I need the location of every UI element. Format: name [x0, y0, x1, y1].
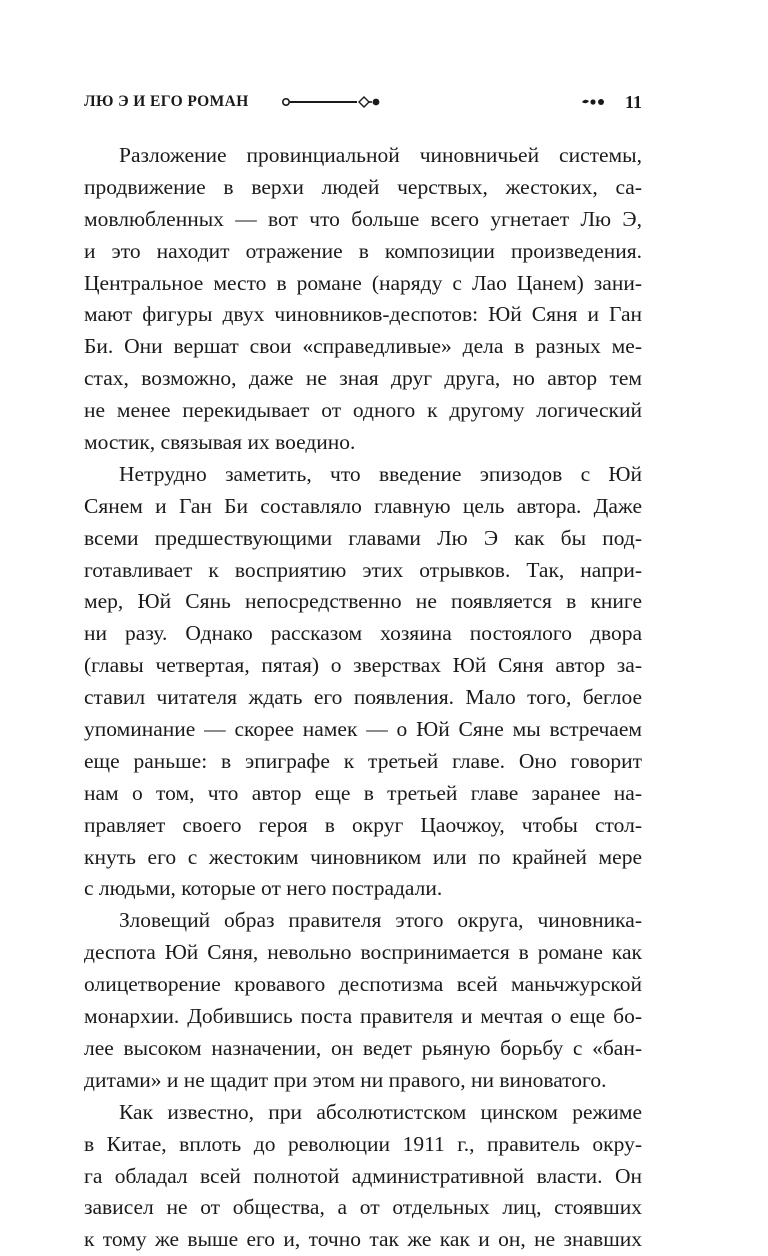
- text-line: зависел не от общества, а от отдельных лиц, стоявших: [84, 1195, 642, 1220]
- text-line: и это находит отражение в композиции произведения.: [84, 238, 642, 263]
- text-line: Разложение провинциальной чиновничьей системы,: [119, 143, 642, 167]
- text-line: не менее перекидывает от одного к другому логический: [84, 398, 642, 423]
- page-number: 11: [624, 92, 642, 112]
- text-line: Нетрудно заметить, что введение эпизодов с Юй: [119, 461, 642, 486]
- ornament-left-icon: [281, 95, 381, 109]
- text-line: еще раньше: в эпиграфе к третьей главе. Оно говорит: [84, 748, 642, 773]
- text-line: правляет своего героя в округ Цаочжоу, чтобы стол-: [84, 812, 642, 837]
- text-line: мостик, связывая их воедино.: [84, 430, 356, 455]
- text-line: Сянем и Ган Би составляло главную цель автора. Даже: [84, 493, 642, 518]
- ornament-right-icon: [580, 96, 606, 108]
- body-text: [84, 140, 642, 1256]
- text-line: кнуть его с жестоким чиновником или по крайней мере: [84, 844, 642, 869]
- text-line: стах, возможно, даже не зная друг друга, но автор тем: [84, 366, 642, 391]
- paragraph-1: [84, 140, 642, 459]
- text-line: Би. Они вершат свои «справедливые» дела в разных ме-: [84, 334, 642, 359]
- text-line: нам о том, что автор еще в третьей главе заранее на-: [84, 780, 642, 805]
- text-line: мер, Юй Сянь непосредственно не появляется в книге: [84, 589, 642, 614]
- text-line: Зловещий образ правителя этого округа, чиновника-: [119, 908, 642, 933]
- text-line: упоминание — скорее намек — о Юй Сяне мы встречаем: [84, 717, 642, 742]
- text-line: Центральное место в романе (наряду с Лао Цанем) зани-: [84, 270, 642, 295]
- text-line: в Китае, вплоть до революции 1911 г., правитель окру-: [84, 1131, 642, 1156]
- text-line: мают фигуры двух чиновников-деспотов: Юй Сяня и Ган: [84, 302, 642, 327]
- text-line: лее высоком назначении, он ведет рьяную борьбу с «бан-: [84, 1035, 642, 1060]
- text-line: Как известно, при абсолютистском цинском режиме: [119, 1099, 642, 1124]
- paragraph-2: [84, 459, 642, 905]
- text-line: деспота Юй Сяня, невольно воспринимается в романе как: [84, 940, 642, 965]
- text-line: продвижение в верхи людей черствых, жестоких, са-: [84, 174, 642, 199]
- running-title: ЛЮ Э И ЕГО РОМАН: [84, 93, 249, 110]
- text-line: ни разу. Однако рассказом хозяина постоялого двора: [84, 621, 642, 646]
- text-line: ставил читателя ждать его появления. Мало того, беглое: [84, 685, 642, 710]
- running-header: [84, 91, 642, 115]
- text-line: дитами» и не щадит при этом ни правого, ни виноватого.: [84, 1067, 607, 1092]
- text-line: к тому же выше его и, точно так же как и он, не знавших: [84, 1227, 642, 1252]
- text-line: мовлюбленных — вот что больше всего угнетает Лю Э,: [84, 206, 642, 231]
- text-line: всеми предшествующими главами Лю Э как бы под-: [84, 525, 642, 550]
- text-line: га обладал всей полнотой административной власти. Он: [84, 1163, 642, 1188]
- text-line: монархии. Добившись поста правителя и мечтая о еще бо-: [84, 1004, 642, 1029]
- text-line: (главы четвертая, пятая) о зверствах Юй Сяня автор за-: [84, 653, 642, 678]
- text-line: готавливает к восприятию этих отрывков. Так, напри-: [84, 557, 642, 582]
- text-line: с людьми, которые от него пострадали.: [84, 876, 443, 901]
- text-line: олицетворение кровавого деспотизма всей маньчжурской: [84, 972, 642, 997]
- paragraph-4: [84, 1097, 642, 1256]
- paragraph-3: [84, 905, 642, 1096]
